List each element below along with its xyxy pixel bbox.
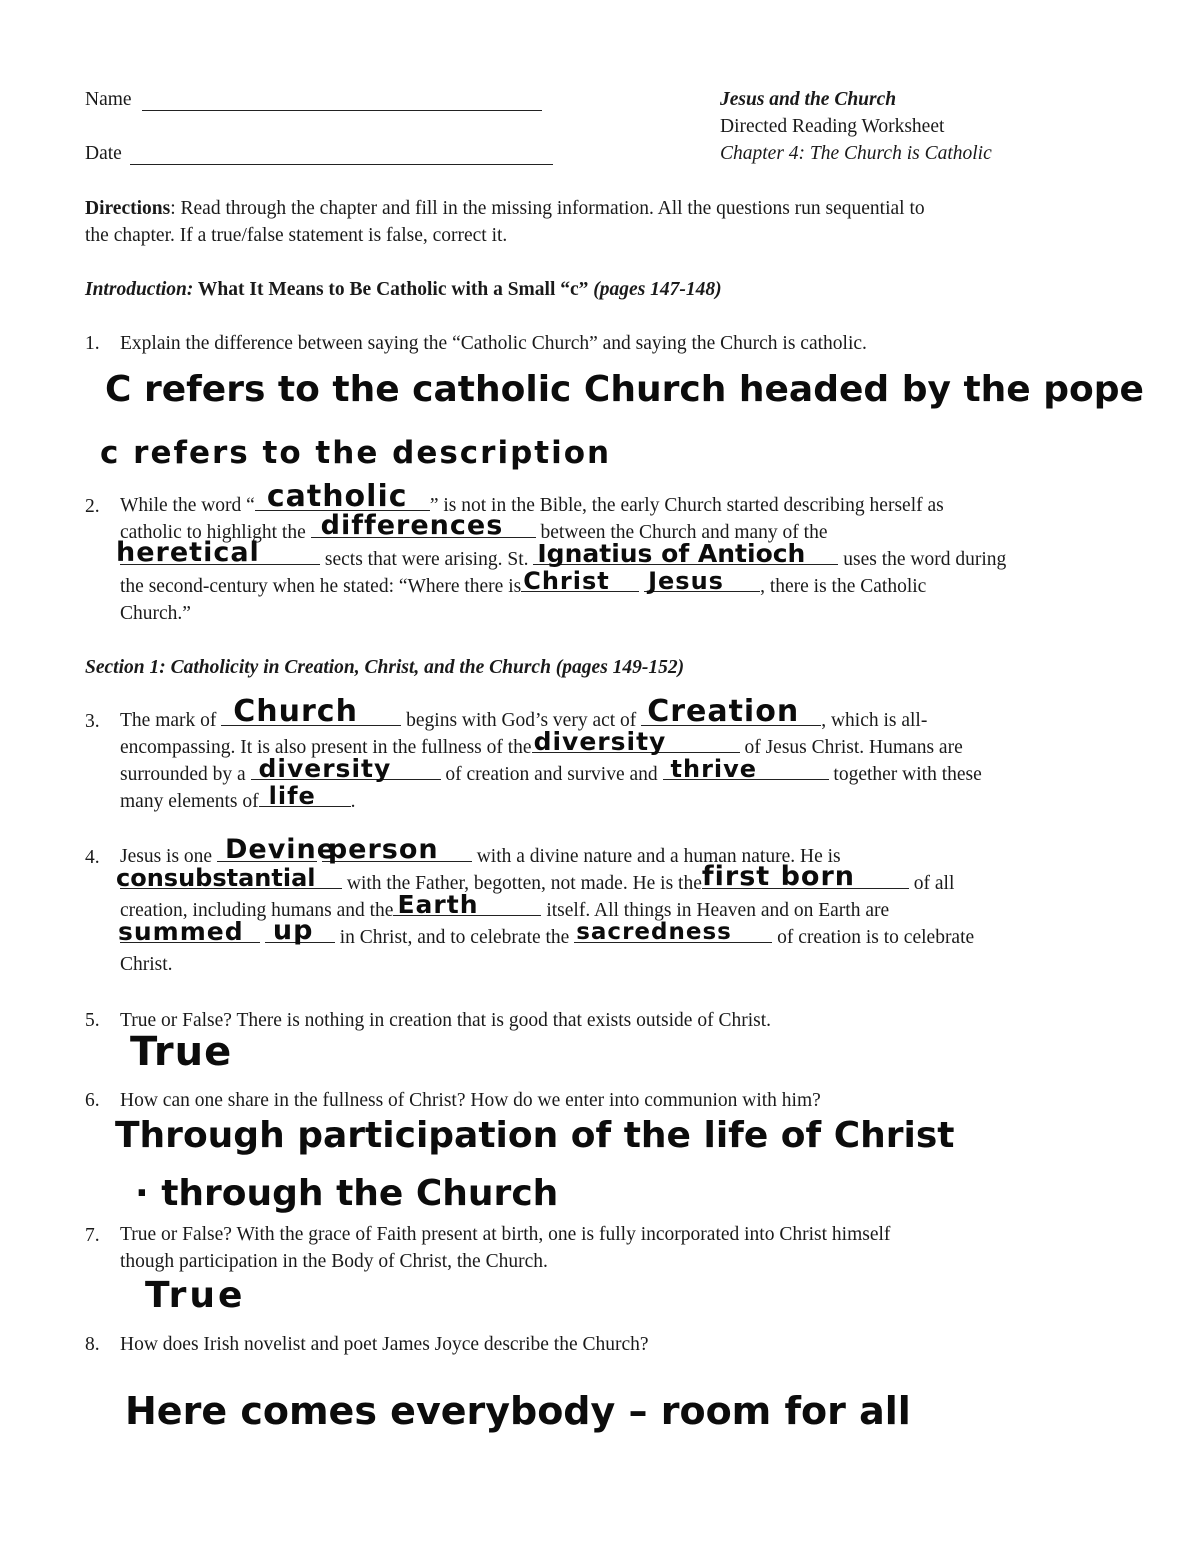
q4-answer-summed: summed — [118, 917, 244, 946]
q4-line3b: itself. All things in Heaven and on Earth are — [546, 900, 890, 921]
q3-answer-church: Church — [233, 694, 358, 729]
q8-text: How does Irish novelist and poet James Joyce describe the Church? — [120, 1334, 649, 1355]
q4-blank-earth[interactable] — [393, 890, 541, 919]
q2-blank-jesus[interactable] — [644, 567, 760, 595]
q2-answer-heretical: heretical — [116, 537, 260, 568]
name-label: Name — [85, 89, 132, 110]
q5-number: 5. — [85, 1010, 100, 1031]
q2-blank-heretical[interactable] — [116, 537, 320, 568]
q2-answer-word: catholic — [266, 479, 408, 514]
q3-text — [120, 694, 982, 815]
q4-answer-earth: Earth — [397, 890, 479, 919]
directions-text-2: the chapter. If a true/false statement is false, correct it. — [85, 225, 508, 246]
intro-heading — [85, 278, 722, 301]
q2-line2a: catholic to highlight the — [120, 522, 306, 543]
q3-line1a: The mark of — [120, 710, 217, 731]
q3-line3b: of creation and survive and — [445, 764, 658, 785]
q2-line3b: uses the word during — [843, 549, 1007, 570]
q3-answer-creation: Creation — [647, 694, 800, 729]
q3-answer-diversity1: diversity — [533, 727, 667, 756]
q4-blank-divine[interactable] — [217, 834, 337, 865]
q3-blank-diversity1[interactable] — [532, 727, 740, 756]
q2-answer-ignatius: Ignatius of Antioch — [537, 539, 806, 568]
directions-text-1: : Read through the chapter and fill in the missing information. All the questions run sequential to — [170, 198, 925, 219]
q3-line4a: many elements of — [120, 791, 259, 812]
q2-blank-christ[interactable] — [521, 567, 639, 595]
worksheet-type: Directed Reading Worksheet — [720, 116, 945, 137]
q4-answer-consubstantial: consubstantial — [116, 864, 316, 892]
q3-line1b: begins with God’s very act of — [406, 710, 637, 731]
q3-answer-life: life — [268, 782, 316, 810]
q3-line4b: . — [350, 791, 356, 812]
q3-line2b: of Jesus Christ. Humans are — [744, 737, 963, 758]
q7-number: 7. — [85, 1225, 100, 1246]
q4-line1b: with a divine nature and a human nature. He is — [476, 846, 841, 867]
q3-line1c: , which is all- — [821, 710, 928, 731]
q3-blank-church[interactable] — [221, 694, 401, 729]
q3-blank-life[interactable] — [259, 782, 351, 810]
date-label: Date — [85, 143, 122, 164]
q7-text — [120, 1221, 890, 1275]
q6-text: How can one share in the fullness of Christ? How do we enter into communion with him? — [120, 1090, 821, 1111]
q7-text-2: though participation in the Body of Christ, the Church. — [120, 1251, 548, 1272]
q4-blank-person[interactable] — [322, 834, 472, 865]
q4-blank-summed[interactable] — [118, 917, 260, 946]
q4-blank-consubstantial[interactable] — [116, 864, 342, 892]
q3-blank-creation[interactable] — [641, 694, 821, 729]
q4-number: 4. — [85, 847, 100, 868]
q4-answer-divine: Devine — [224, 834, 337, 865]
q1-answer-2[interactable]: c refers to the description — [100, 435, 612, 471]
q4-blank-sacredness[interactable] — [574, 919, 772, 945]
intro-heading-title: What It Means to Be Catholic with a Small “c” — [193, 279, 589, 300]
q2-blank-differences[interactable] — [311, 510, 536, 541]
q8-number: 8. — [85, 1334, 100, 1355]
q2-line2b: between the Church and many of the — [540, 522, 828, 543]
section1-heading: Section 1: Catholicity in Creation, Christ, and the Church (pages 149-152) — [85, 657, 685, 678]
q3-line2a: encompassing. It is also present in the fullness of the — [120, 737, 532, 758]
q4-line2b: of all — [913, 873, 955, 894]
q1-number: 1. — [85, 333, 100, 354]
q2-line4b: , there is the Catholic — [760, 576, 927, 597]
intro-heading-pages: (pages 147-148) — [588, 279, 722, 300]
directions — [85, 195, 925, 249]
q4-answer-sacredness: sacredness — [576, 919, 732, 945]
q3-blank-thrive[interactable] — [663, 755, 829, 783]
q1-answer-1[interactable]: C refers to the catholic Church headed by the pope — [105, 369, 1144, 410]
q4-text — [116, 834, 975, 978]
q5-answer[interactable]: True — [130, 1029, 233, 1075]
q4-line4a: in Christ, and to celebrate the — [339, 927, 570, 948]
q3-blank-diversity2[interactable] — [251, 754, 441, 783]
q4-line1a: Jesus is one — [120, 846, 213, 867]
q2-line5: Church.” — [120, 603, 191, 624]
q2-line3a: sects that were arising. St. — [324, 549, 529, 570]
q7-text-1: True or False? With the grace of Faith present at birth, one is fully incorporated into Christ himself — [120, 1224, 891, 1245]
q4-answer-person: person — [327, 834, 439, 865]
q1-text: Explain the difference between saying the “Catholic Church” and saying the Church is catholic. — [120, 333, 867, 354]
course-title: Jesus and the Church — [720, 89, 897, 110]
q2-answer-differences: differences — [320, 510, 504, 541]
intro-heading-prefix: Introduction: — [85, 279, 194, 300]
q2-line4a: the second-century when he stated: “Where there is — [120, 576, 522, 597]
name-line[interactable] — [142, 110, 542, 111]
q4-answer-firstborn: first born — [701, 861, 855, 892]
q3-number: 3. — [85, 711, 100, 732]
q4-blank-up[interactable] — [265, 915, 335, 946]
q4-line4b: of creation is to celebrate — [777, 927, 975, 948]
q4-line5: Christ. — [120, 954, 173, 975]
q2-answer-jesus: Jesus — [648, 567, 724, 595]
q7-answer[interactable]: True — [145, 1275, 246, 1316]
q2-answer-christ: Christ — [523, 567, 610, 595]
q5-text: True or False? There is nothing in creation that is good that exists outside of Christ. — [120, 1010, 772, 1031]
date-line[interactable] — [130, 164, 553, 165]
q2-text — [116, 479, 1007, 627]
q6-number: 6. — [85, 1090, 100, 1111]
q3-line3c: together with these — [833, 764, 982, 785]
q6-answer-2[interactable]: · through the Church — [135, 1173, 559, 1214]
q3-line3a: surrounded by a — [120, 764, 246, 785]
q6-answer-1[interactable]: Through participation of the life of Christ — [115, 1115, 955, 1156]
q3-answer-diversity2: diversity — [258, 754, 392, 783]
q4-line3a: creation, including humans and the — [120, 900, 394, 921]
chapter-title: Chapter 4: The Church is Catholic — [720, 143, 992, 164]
q4-answer-up: up — [272, 915, 314, 946]
q4-line2a: with the Father, begotten, not made. He is the — [346, 873, 702, 894]
q2-number: 2. — [85, 496, 100, 517]
q8-answer[interactable]: Here comes everybody – room for all — [125, 1389, 911, 1433]
q4-blank-firstborn[interactable] — [701, 861, 909, 892]
directions-label: Directions — [85, 198, 171, 219]
q2-line1a: While the word “ — [120, 495, 255, 516]
q2-blank-ignatius[interactable] — [533, 539, 838, 568]
q3-answer-thrive: thrive — [670, 755, 758, 783]
q2-line1b: ” is not in the Bible, the early Church started describing herself as — [429, 495, 944, 516]
